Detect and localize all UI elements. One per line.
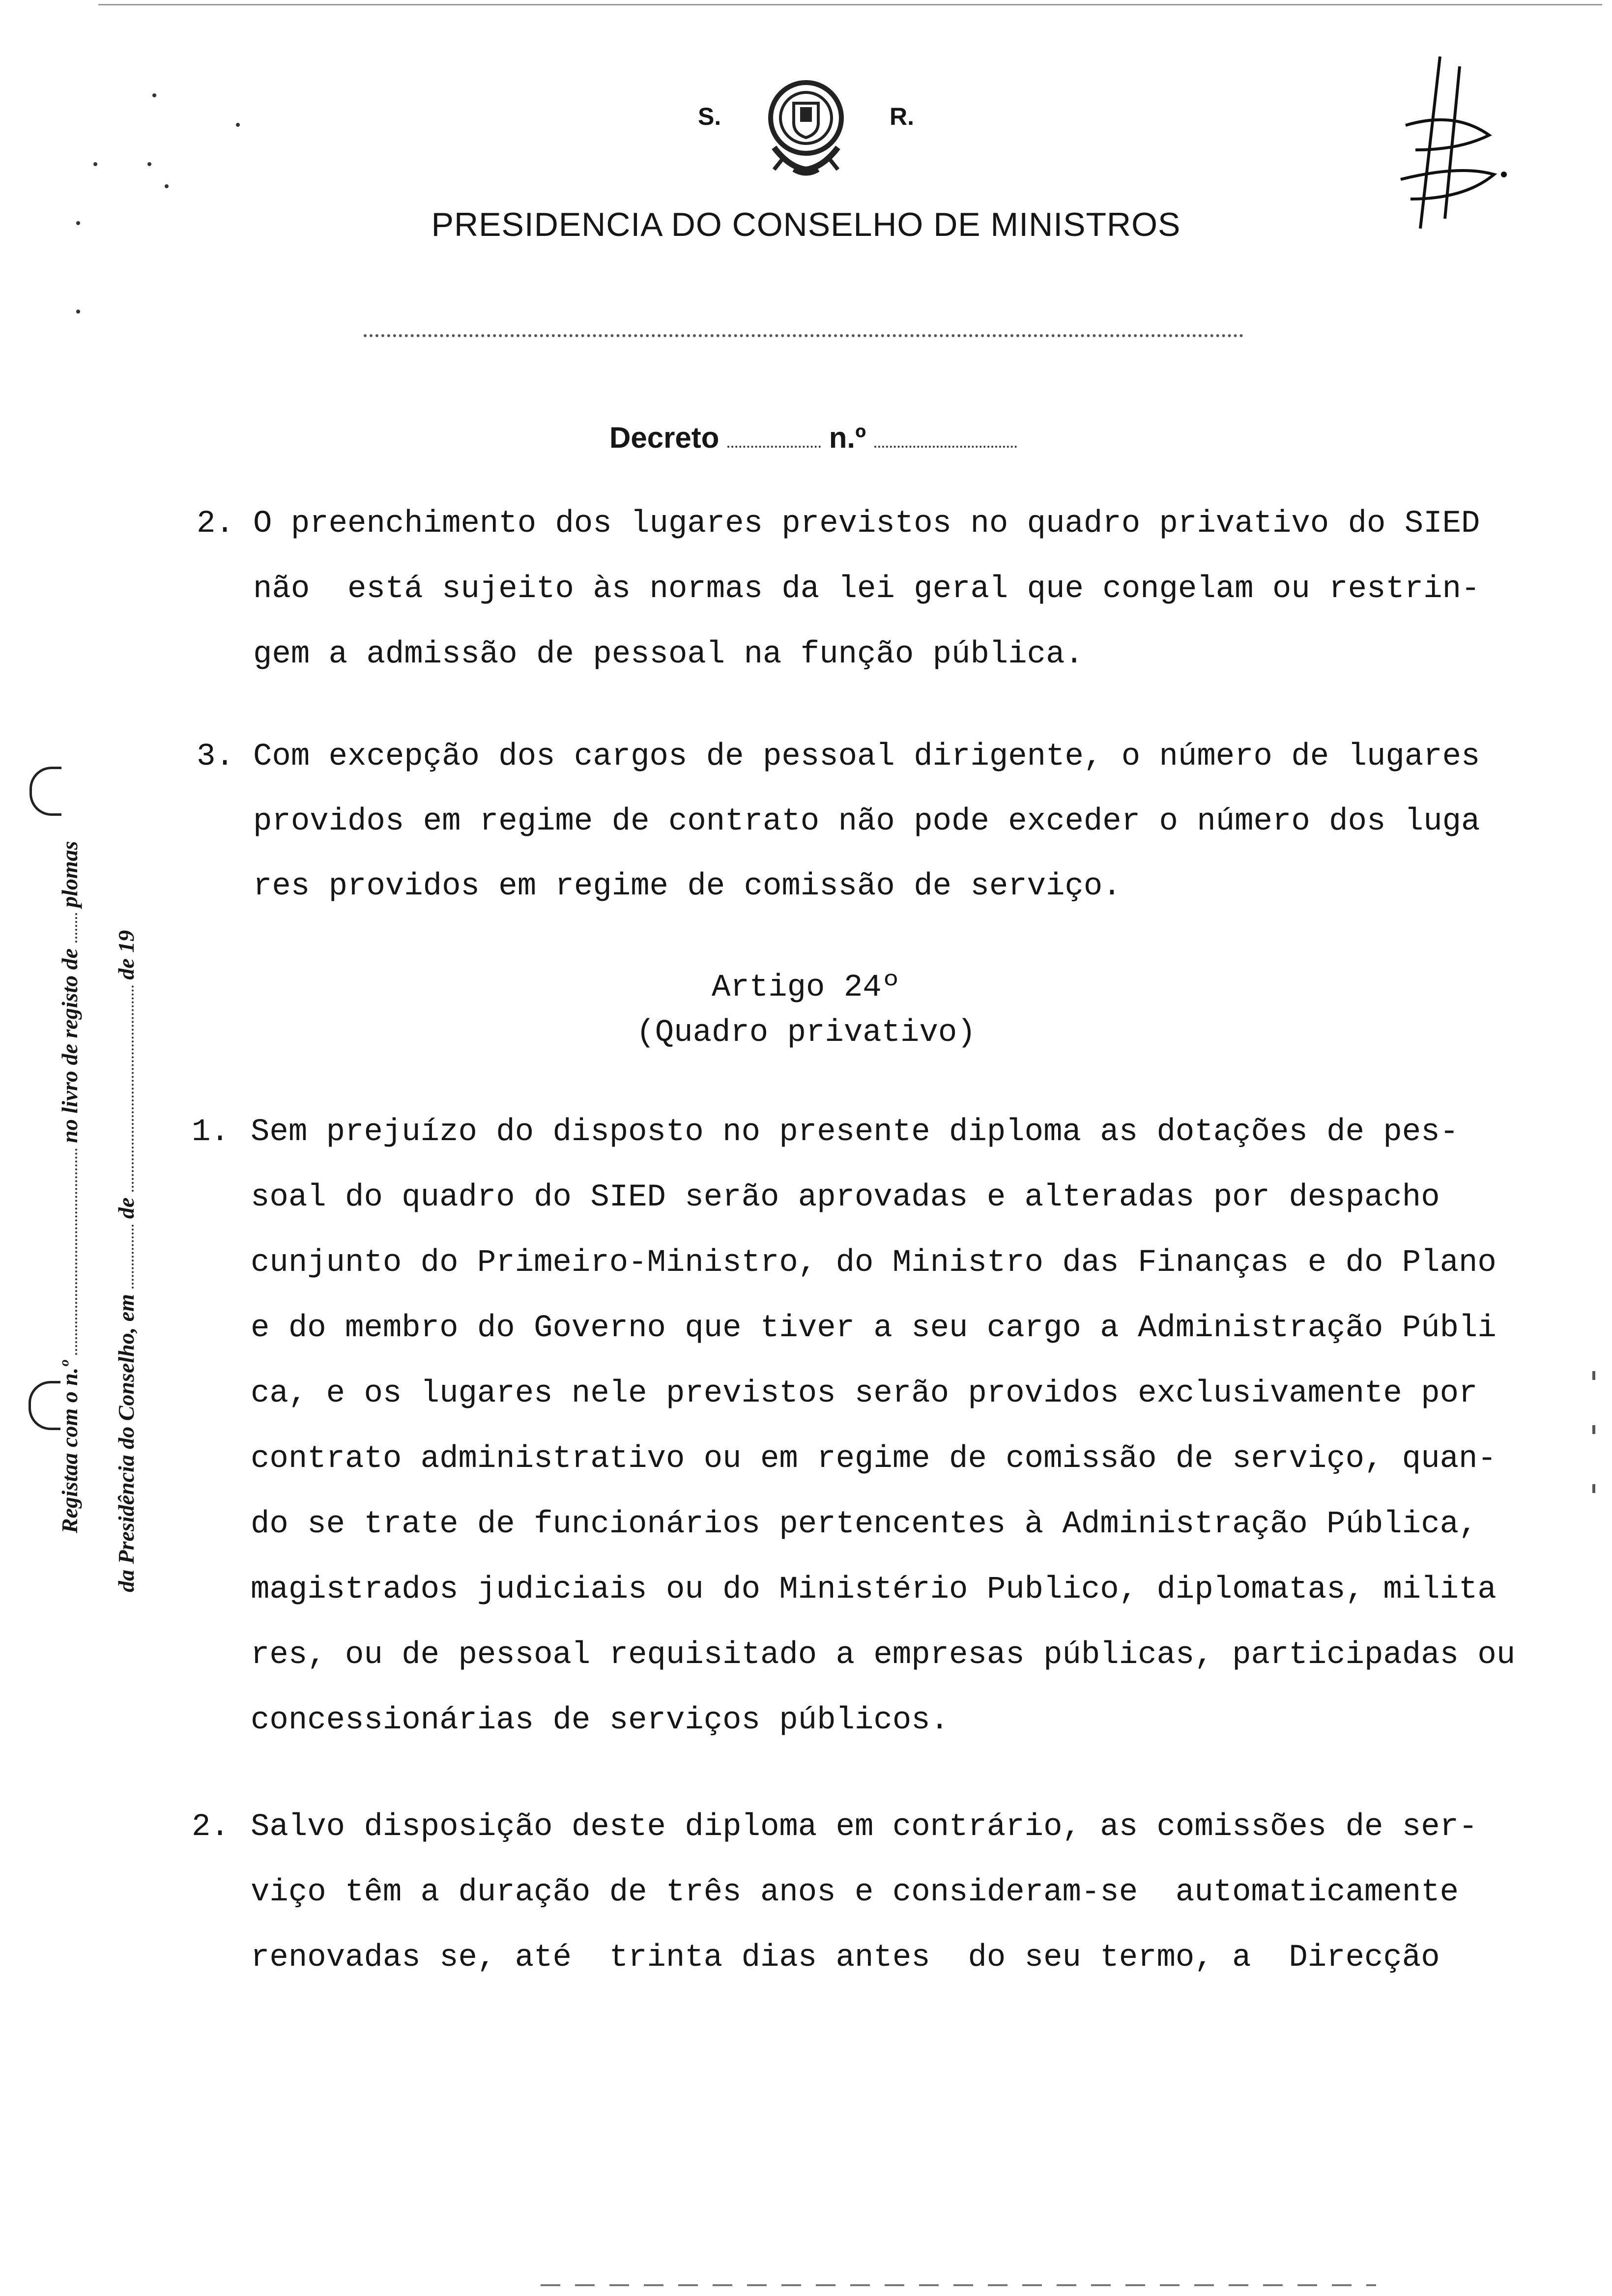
margin-bracket-mark xyxy=(29,1381,60,1430)
article-item-1-line-3: cunjunto do Primeiro-Ministro, do Ministro das Finanças e do Plano xyxy=(251,1245,1497,1281)
scan-speck xyxy=(1592,1425,1595,1434)
decree-label: Decreto xyxy=(609,421,720,454)
coat-of-arms-icon xyxy=(754,74,858,182)
header-dotted-line xyxy=(364,334,1243,337)
paragraph-3-line-3: res providos em regime de comissão de serviço. xyxy=(253,869,1122,904)
decree-blank xyxy=(727,441,821,448)
article-item-1-line-8: magistrados judiciais ou do Ministério Publico, diplomatas, milita xyxy=(251,1572,1497,1607)
margin-bracket-mark xyxy=(29,767,61,816)
article-item-1-line-10: concessionárias de serviços públicos. xyxy=(251,1703,950,1738)
scan-speck xyxy=(152,93,156,97)
header-letter-s: S. xyxy=(698,103,721,130)
scan-speck xyxy=(93,162,97,166)
article-title: Artigo 24º xyxy=(711,970,901,1005)
margin-blank xyxy=(125,1225,134,1289)
margin-blank xyxy=(68,913,77,943)
handwritten-signature-mark xyxy=(1386,52,1509,238)
scan-speck xyxy=(76,221,80,225)
margin-text: com o n.º xyxy=(57,1360,82,1447)
article-item-2-line-3: renovadas se, até trinta dias antes do seu termo, a Direcção xyxy=(251,1940,1440,1976)
margin-date-note xyxy=(113,930,139,1592)
article-item-1-line-4: e do membro do Governo que tiver a seu cargo a Administração Públi xyxy=(251,1311,1497,1346)
margin-text: plomas xyxy=(57,841,82,908)
margin-blank xyxy=(125,985,134,1192)
decree-line xyxy=(609,421,1017,455)
article-item-1-line-2: soal do quadro do SIED serão aprovadas e alteradas por despacho xyxy=(251,1180,1440,1215)
margin-text: de 19 xyxy=(114,930,139,980)
article-item-2-line-1: Salvo disposição deste diploma em contrário, as comissões de ser- xyxy=(251,1809,1478,1845)
article-item-1-line-1: Sem prejuízo do disposto no presente diploma as dotações de pes- xyxy=(251,1115,1459,1150)
article-subtitle: (Quadro privativo) xyxy=(636,1015,976,1051)
paragraph-2-line-2: não está sujeito às normas da lei geral que congelam ou restrin- xyxy=(253,572,1480,607)
margin-text: no livro de registo de xyxy=(57,948,82,1143)
scan-speck xyxy=(1592,1371,1595,1380)
item-number: 1. xyxy=(192,1115,230,1150)
margin-text: de xyxy=(114,1197,139,1219)
item-number: 2. xyxy=(192,1809,230,1845)
ministry-title: PRESIDENCIA DO CONSELHO DE MINISTROS xyxy=(431,206,1181,243)
decree-number-label: n.º xyxy=(829,421,866,454)
scan-speck xyxy=(236,123,240,127)
article-item-1-line-7: do se trate de funcionários pertencentes à Administração Pública, xyxy=(251,1507,1478,1542)
scan-speck xyxy=(1592,1484,1595,1493)
scan-speck xyxy=(76,310,80,314)
top-edge-rule xyxy=(98,4,1602,5)
article-item-1-line-6: contrato administrativo ou em regime de comissão de serviço, quan- xyxy=(251,1441,1497,1477)
margin-text: Registaa xyxy=(57,1453,82,1533)
decree-number-blank xyxy=(874,441,1017,448)
article-item-2-line-2: viço têm a duração de três anos e consideram-se automaticamente xyxy=(251,1875,1459,1910)
margin-text: da Presidência do Conselho, em xyxy=(114,1294,139,1592)
paragraph-3-line-2: providos em regime de contrato não pode exceder o número dos luga xyxy=(253,804,1480,839)
item-number: 2. xyxy=(197,506,234,542)
scan-speck xyxy=(165,184,169,188)
bottom-edge-rule xyxy=(541,2284,1376,2286)
paragraph-3-line-1: Com excepção dos cargos de pessoal dirigente, o número de lugares xyxy=(253,739,1480,775)
scan-speck xyxy=(147,162,151,166)
paragraph-2-line-3: gem a admissão de pessoal na função pública. xyxy=(253,637,1084,672)
article-item-1-line-9: res, ou de pessoal requisitado a empresas públicas, participadas ou xyxy=(251,1637,1516,1673)
header-letter-r: R. xyxy=(890,103,914,130)
paragraph-2-line-1: O preenchimento dos lugares previstos no quadro privativo do SIED xyxy=(253,506,1480,542)
margin-blank xyxy=(68,1148,77,1355)
article-item-1-line-5: ca, e os lugares nele previstos serão providos exclusivamente por xyxy=(251,1376,1478,1411)
item-number: 3. xyxy=(197,739,234,775)
